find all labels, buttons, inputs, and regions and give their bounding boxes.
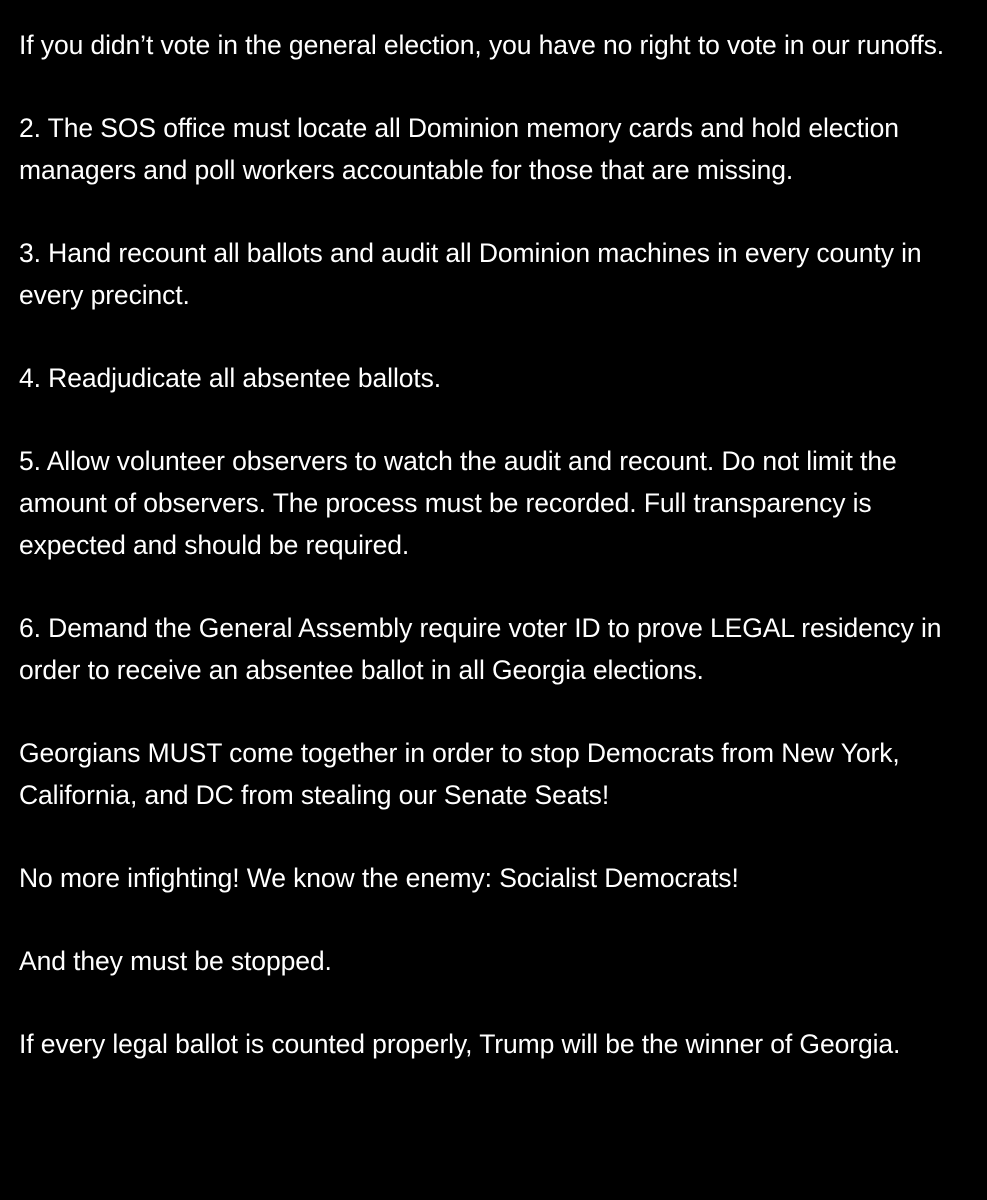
- paragraph-runoff-voting: If you didn’t vote in the general election, you have no right to vote in our runoffs.: [19, 30, 944, 60]
- paragraph-georgians: Georgians MUST come together in order to stop Democrats from New York, California, and DC from stealing our Senate Seats!: [19, 738, 900, 810]
- paragraph-item-3: 3. Hand recount all ballots and audit all Dominion machines in every county in every precinct.: [19, 238, 922, 310]
- statement-text: [19, 24, 969, 1065]
- paragraph-infighting: No more infighting! We know the enemy: Socialist Democrats!: [19, 863, 739, 893]
- paragraph-stopped: And they must be stopped.: [19, 946, 332, 976]
- paragraph-item-5: 5. Allow volunteer observers to watch the audit and recount. Do not limit the amount of observers. The process must be recorded. Full transparency is expected and should be required.: [19, 446, 897, 560]
- paragraph-item-2: 2. The SOS office must locate all Dominion memory cards and hold election managers and poll workers accountable for those that are missing.: [19, 113, 899, 185]
- paragraph-conclusion: If every legal ballot is counted properly, Trump will be the winner of Georgia.: [19, 1029, 901, 1059]
- paragraph-item-4: 4. Readjudicate all absentee ballots.: [19, 363, 442, 393]
- paragraph-item-6: 6. Demand the General Assembly require voter ID to prove LEGAL residency in order to receive an absentee ballot in all Georgia elections.: [19, 613, 942, 685]
